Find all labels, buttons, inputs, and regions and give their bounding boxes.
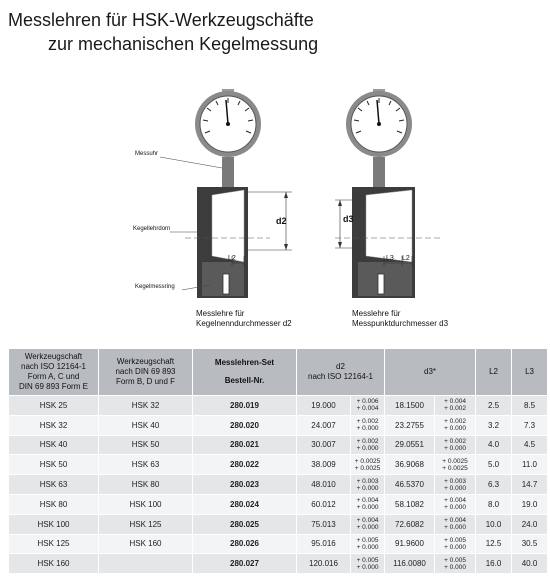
cell-l3: 4.5 — [512, 435, 548, 455]
cell-d3: 116.0080 — [385, 554, 435, 574]
cell-d3: 36.9068 — [385, 455, 435, 475]
cell-l2: 2.5 — [476, 396, 512, 416]
cell-d2: 95.016 — [297, 534, 351, 554]
cell-l2: 8.0 — [476, 494, 512, 514]
header-iso-shank: Werkzeugschaft nach ISO 12164-1 Form A, C und DIN 69 893 Form E — [9, 349, 99, 396]
cell-din: HSK 125 — [99, 514, 193, 534]
gauge-spec-table — [8, 348, 548, 574]
header-d2: d2 nach ISO 12164-1 — [297, 349, 385, 396]
cell-d2-tolerance: + 0.004 + 0.000 — [351, 514, 385, 534]
label-kegelmessring: Kegelmessring — [135, 284, 175, 290]
cell-d2: 30.007 — [297, 435, 351, 455]
cell-d3-tolerance: + 0.004 + 0.002 — [435, 396, 476, 416]
cell-order-nr: 280.023 — [193, 475, 297, 495]
cell-l3: 40.0 — [512, 554, 548, 574]
cell-d2: 38.009 — [297, 455, 351, 475]
caption-left-line2: Kegelnenndurchmesser d2 — [196, 319, 292, 328]
cell-d2: 120.016 — [297, 554, 351, 574]
cell-d2-tolerance: + 0.006 + 0.004 — [351, 396, 385, 416]
cell-iso: HSK 125 — [9, 534, 99, 554]
title-line-2: zur mechanischen Kegelmessung — [48, 34, 319, 54]
header-l3: L3 — [512, 349, 548, 396]
cell-d2-tolerance: + 0.003 + 0.000 — [351, 475, 385, 495]
cell-l3: 11.0 — [512, 455, 548, 475]
cell-d3-tolerance: + 0.0025 + 0.0025 — [435, 455, 476, 475]
left-gauge-drawing — [133, 89, 292, 298]
cell-d2: 60.012 — [297, 494, 351, 514]
table-row — [9, 475, 548, 495]
cell-iso: HSK 100 — [9, 514, 99, 534]
d2-label: d2 — [276, 216, 287, 226]
cell-d3-tolerance: + 0.002 + 0.000 — [435, 435, 476, 455]
cell-order-nr: 280.026 — [193, 534, 297, 554]
cell-d3-tolerance: + 0.005 + 0.000 — [435, 534, 476, 554]
cell-din — [99, 554, 193, 574]
l2-label-right: L2 — [402, 255, 410, 262]
cell-l3: 19.0 — [512, 494, 548, 514]
cell-din: HSK 100 — [99, 494, 193, 514]
caption-left — [196, 309, 292, 329]
cell-l3: 24.0 — [512, 514, 548, 534]
cell-l3: 30.5 — [512, 534, 548, 554]
l3-label: L3 — [386, 255, 394, 262]
cell-iso: HSK 80 — [9, 494, 99, 514]
cell-din: HSK 50 — [99, 435, 193, 455]
cell-order-nr: 280.020 — [193, 415, 297, 435]
cell-d3: 23.2755 — [385, 415, 435, 435]
caption-left-line1: Messlehre für — [196, 309, 245, 318]
header-din-shank: Werkzeugschaft nach DIN 69 893 Form B, D und F — [99, 349, 193, 396]
cell-d2-tolerance: + 0.005 + 0.000 — [351, 534, 385, 554]
cell-d2-tolerance: + 0.005 + 0.000 — [351, 554, 385, 574]
cell-iso: HSK 32 — [9, 415, 99, 435]
cell-d3: 58.1082 — [385, 494, 435, 514]
cell-d3: 29.0551 — [385, 435, 435, 455]
cell-iso: HSK 50 — [9, 455, 99, 475]
cell-d3-tolerance: + 0.004 + 0.000 — [435, 494, 476, 514]
cell-d3-tolerance: + 0.002 + 0.000 — [435, 415, 476, 435]
title-line-1: Messlehren für HSK-Werkzeugschäfte — [8, 10, 314, 30]
cell-d3-tolerance: + 0.004 + 0.000 — [435, 514, 476, 534]
cell-d3: 46.5370 — [385, 475, 435, 495]
cell-din: HSK 80 — [99, 475, 193, 495]
caption-right-line1: Messlehre für — [352, 309, 401, 318]
cell-din: HSK 40 — [99, 415, 193, 435]
table-row — [9, 415, 548, 435]
cell-order-nr: 280.027 — [193, 554, 297, 574]
cell-d2-tolerance: + 0.0025 + 0.0025 — [351, 455, 385, 475]
cell-iso: HSK 25 — [9, 396, 99, 416]
d3-label: d3 — [343, 214, 354, 224]
gauge-illustration — [0, 80, 550, 340]
table-row — [9, 435, 548, 455]
cell-l2: 16.0 — [476, 554, 512, 574]
cell-din: HSK 160 — [99, 534, 193, 554]
cell-l2: 12.5 — [476, 534, 512, 554]
table-header-row — [9, 349, 548, 396]
table-row — [9, 396, 548, 416]
label-messuhr: Messuhr — [135, 151, 159, 157]
header-l2: L2 — [476, 349, 512, 396]
cell-l2: 6.3 — [476, 475, 512, 495]
cell-order-nr: 280.024 — [193, 494, 297, 514]
table-row — [9, 554, 548, 574]
header-set: Messlehren-Set Bestell-Nr. — [193, 349, 297, 396]
header-d3: d3* — [385, 349, 476, 396]
cell-l2: 5.0 — [476, 455, 512, 475]
caption-right-line2: Messpunktdurchmesser d3 — [352, 319, 449, 328]
cell-d2: 19.000 — [297, 396, 351, 416]
cell-order-nr: 280.021 — [193, 435, 297, 455]
cell-order-nr: 280.025 — [193, 514, 297, 534]
cell-d2: 48.010 — [297, 475, 351, 495]
cell-din: HSK 32 — [99, 396, 193, 416]
table-row — [9, 514, 548, 534]
cell-iso: HSK 160 — [9, 554, 99, 574]
l2-label-left: L2 — [228, 255, 236, 262]
cell-d2: 75.013 — [297, 514, 351, 534]
cell-l3: 14.7 — [512, 475, 548, 495]
cell-iso: HSK 40 — [9, 435, 99, 455]
cell-l3: 7.3 — [512, 415, 548, 435]
cell-d3: 18.1500 — [385, 396, 435, 416]
cell-d2: 24.007 — [297, 415, 351, 435]
cell-d3: 91.9600 — [385, 534, 435, 554]
page-title — [8, 8, 318, 56]
cell-l2: 4.0 — [476, 435, 512, 455]
cell-din: HSK 63 — [99, 455, 193, 475]
cell-order-nr: 280.019 — [193, 396, 297, 416]
table-row — [9, 455, 548, 475]
cell-order-nr: 280.022 — [193, 455, 297, 475]
cell-iso: HSK 63 — [9, 475, 99, 495]
cell-d3: 72.6082 — [385, 514, 435, 534]
cell-d3-tolerance: + 0.003 + 0.000 — [435, 475, 476, 495]
cell-l2: 10.0 — [476, 514, 512, 534]
table-row — [9, 534, 548, 554]
cell-l3: 8.5 — [512, 396, 548, 416]
cell-d2-tolerance: + 0.004 + 0.000 — [351, 494, 385, 514]
cell-d3-tolerance: + 0.005 + 0.000 — [435, 554, 476, 574]
right-gauge-drawing — [335, 89, 440, 298]
table-row — [9, 494, 548, 514]
cell-l2: 3.2 — [476, 415, 512, 435]
cell-d2-tolerance: + 0.002 + 0.000 — [351, 415, 385, 435]
label-kegellehrdorn: Kegellehrdorn — [133, 226, 171, 232]
caption-right — [352, 309, 448, 329]
cell-d2-tolerance: + 0.002 + 0.000 — [351, 435, 385, 455]
